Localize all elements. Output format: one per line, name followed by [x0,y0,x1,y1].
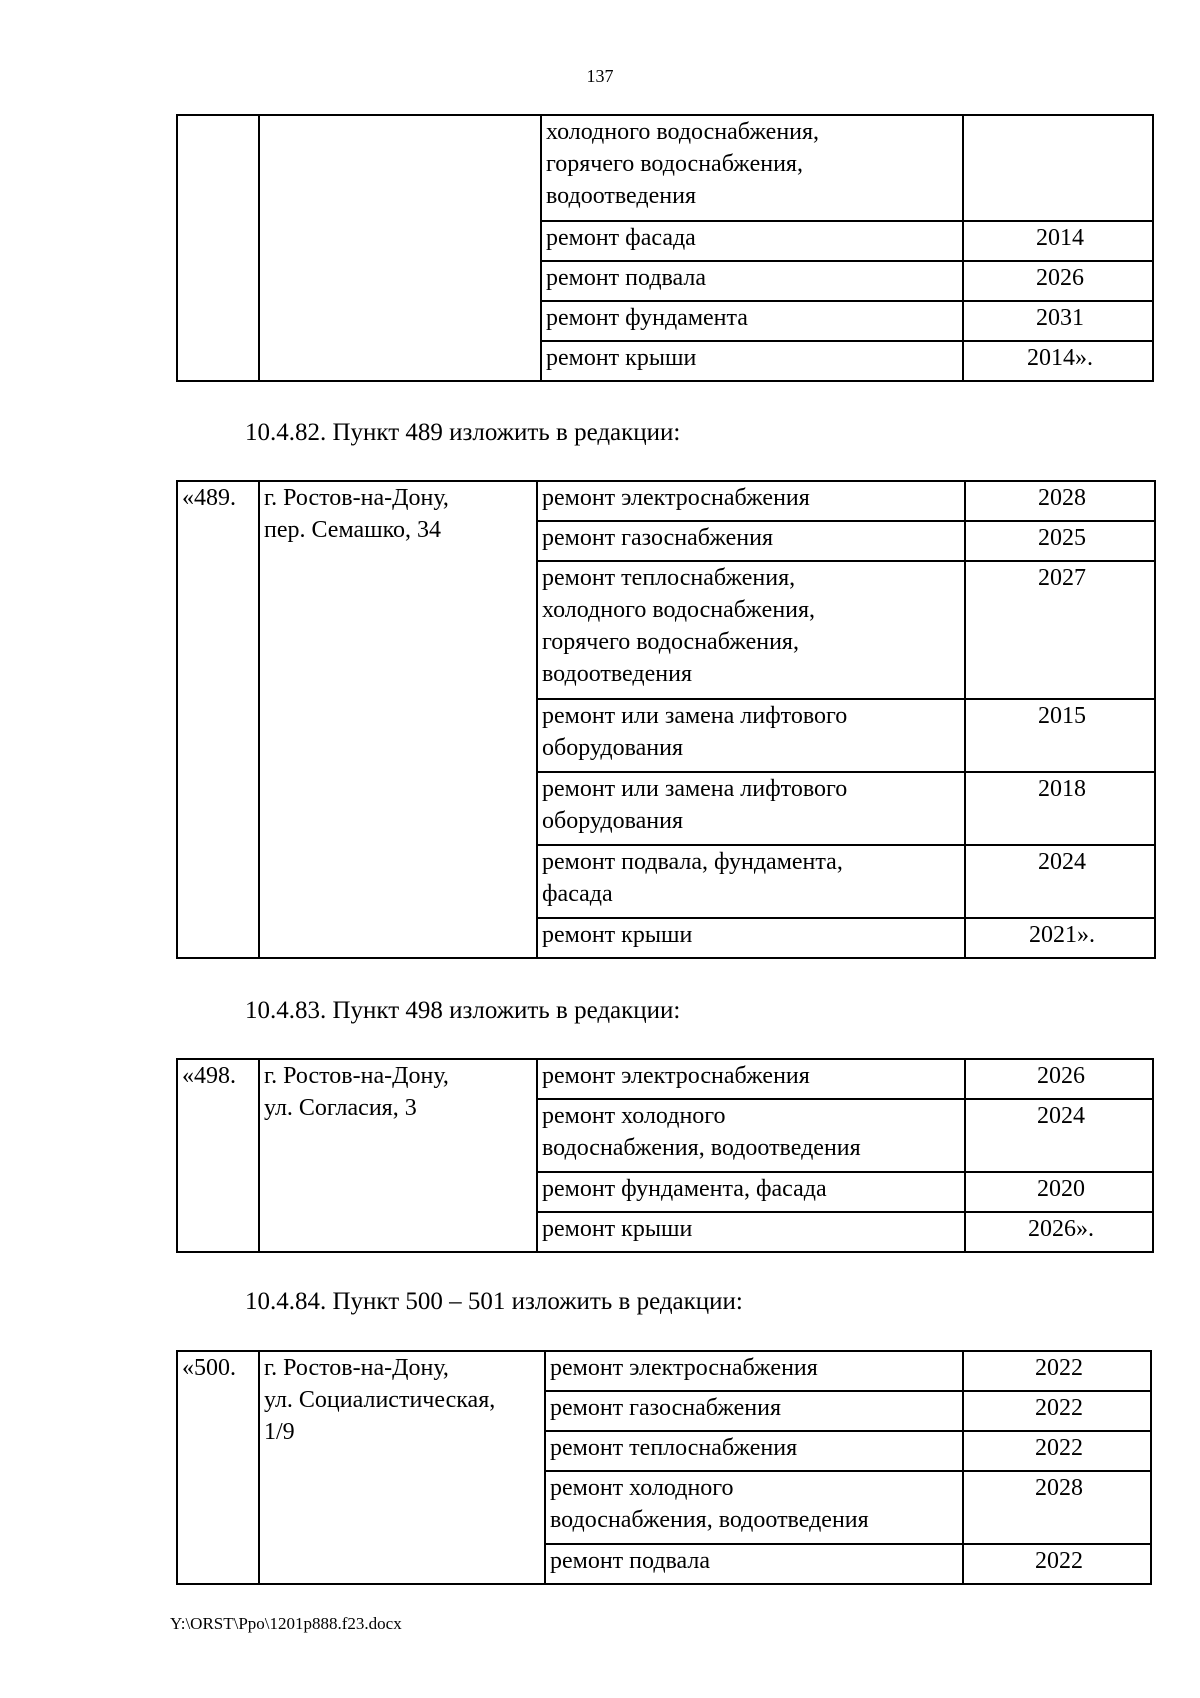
paragraph-item-500-501: 10.4.84. Пункт 500 – 501 изложить в редакции: [245,1288,743,1315]
table-item-489 [176,480,1156,959]
table-row [177,1059,1153,1099]
work-cell: ремонт фундамента, фасада [537,1172,965,1212]
year-cell: 2022 [963,1391,1151,1431]
table-row [177,481,1155,521]
work-cell: ремонт газоснабжения [537,521,965,561]
paragraph-item-498: 10.4.83. Пункт 498 изложить в редакции: [245,997,681,1024]
work-cell: ремонт или замена лифтового оборудования [537,772,965,845]
year-cell: 2014 [963,221,1153,261]
year-cell: 2022 [963,1351,1151,1391]
year-cell: 2015 [965,699,1155,772]
work-cell: ремонт электроснабжения [537,481,965,521]
work-cell: ремонт электроснабжения [537,1059,965,1099]
paragraph-item-489: 10.4.82. Пункт 489 изложить в редакции: [245,419,681,446]
address-cell: г. Ростов-на-Дону, ул. Социалистическая, 1/9 [259,1351,545,1584]
work-cell: холодного водоснабжения, горячего водоснабжения, водоотведения [541,115,963,221]
work-cell: ремонт газоснабжения [545,1391,963,1431]
year-cell: 2025 [965,521,1155,561]
year-cell: 2026 [963,261,1153,301]
address-cell: г. Ростов-на-Дону, ул. Согласия, 3 [259,1059,537,1252]
year-cell: 2028 [963,1471,1151,1544]
year-cell: 2018 [965,772,1155,845]
year-cell: 2024 [965,1099,1153,1172]
work-cell: ремонт электроснабжения [545,1351,963,1391]
address-cell [259,115,541,381]
footer-file-path: Y:\ORST\Ppo\1201p888.f23.docx [170,1614,402,1633]
number-cell [177,115,259,381]
year-cell [963,115,1153,221]
table-row [177,1351,1151,1391]
table-item-498 [176,1058,1154,1253]
page-number: 137 [586,66,614,86]
year-cell: 2014». [963,341,1153,381]
work-cell: ремонт теплоснабжения, холодного водоснабжения, горячего водоснабжения, водоотведения [537,561,965,699]
work-cell: ремонт подвала, фундамента, фасада [537,845,965,918]
year-cell: 2021». [965,918,1155,958]
year-cell: 2022 [963,1431,1151,1471]
work-cell: ремонт подвала [545,1544,963,1584]
work-cell: ремонт крыши [541,341,963,381]
work-cell: ремонт подвала [541,261,963,301]
year-cell: 2020 [965,1172,1153,1212]
year-cell: 2028 [965,481,1155,521]
item-number-cell: «498. [177,1059,259,1252]
address-cell: г. Ростов-на-Дону, пер. Семашко, 34 [259,481,537,958]
item-number-cell: «489. [177,481,259,958]
work-cell: ремонт холодного водоснабжения, водоотведения [537,1099,965,1172]
year-cell: 2026 [965,1059,1153,1099]
year-cell: 2026». [965,1212,1153,1252]
work-cell: ремонт фундамента [541,301,963,341]
table-row [177,115,1153,221]
year-cell: 2027 [965,561,1155,699]
work-cell: ремонт крыши [537,1212,965,1252]
year-cell: 2024 [965,845,1155,918]
table-item-continuation [176,114,1154,382]
work-cell: ремонт или замена лифтового оборудования [537,699,965,772]
year-cell: 2022 [963,1544,1151,1584]
table-item-500 [176,1350,1152,1585]
item-number-cell: «500. [177,1351,259,1584]
work-cell: ремонт крыши [537,918,965,958]
work-cell: ремонт фасада [541,221,963,261]
work-cell: ремонт холодного водоснабжения, водоотведения [545,1471,963,1544]
work-cell: ремонт теплоснабжения [545,1431,963,1471]
year-cell: 2031 [963,301,1153,341]
